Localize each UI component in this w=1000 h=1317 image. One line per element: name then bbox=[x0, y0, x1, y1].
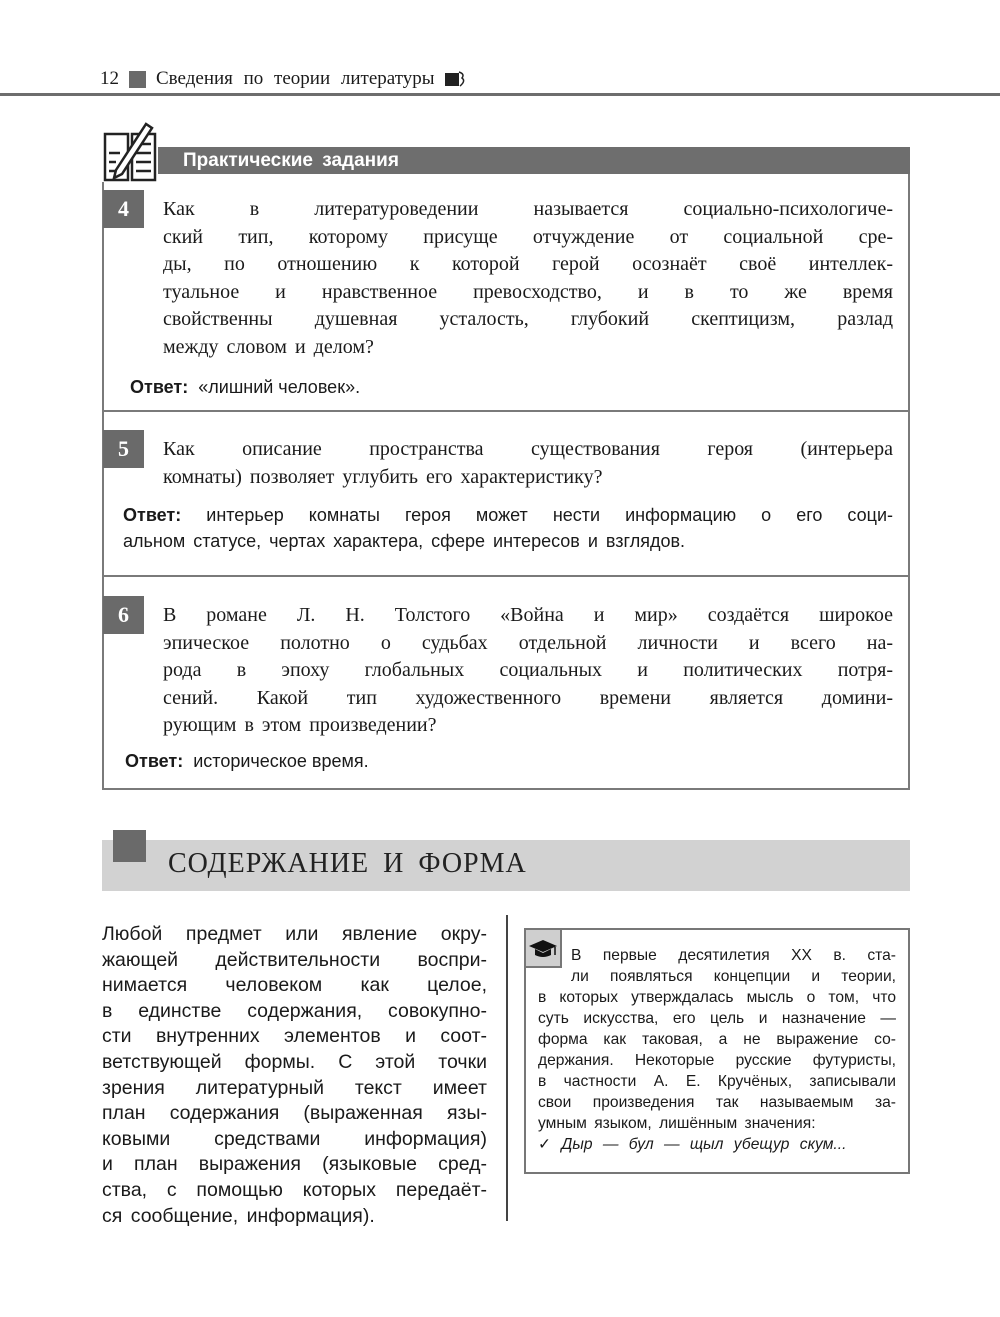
answer-label: Ответ: bbox=[125, 751, 184, 771]
task-question bbox=[163, 196, 893, 361]
note-example bbox=[538, 1134, 896, 1155]
task-question bbox=[163, 436, 893, 491]
header-rule bbox=[0, 93, 1000, 96]
note-line: держания. Некоторые русские футуристы, bbox=[538, 1052, 896, 1069]
note-line: ли появляться концепции и теории, bbox=[571, 968, 896, 985]
task-question bbox=[163, 602, 893, 740]
body-line: жающей действительности воспри- bbox=[102, 948, 487, 971]
note-line: в частности А. Е. Кручёных, записывали bbox=[538, 1073, 896, 1090]
body-line: в единстве содержания, совокупно- bbox=[102, 999, 487, 1022]
note-line: форма как таковая, а не выражение со- bbox=[538, 1031, 896, 1048]
practical-tasks-heading: Практические задания bbox=[155, 147, 910, 174]
question-line: рода в эпоху глобальных социальных и политических потря- bbox=[163, 659, 893, 681]
body-line: нимается человеком как целое, bbox=[102, 974, 487, 997]
header-square-icon bbox=[129, 71, 146, 88]
body-line: Любой предмет или явление окру- bbox=[102, 923, 487, 945]
question-line: ский тип, которому присуще отчуждение от социальной сре- bbox=[163, 225, 893, 248]
question-line: ды, по отношению к которой герой осознаёт своё интеллек- bbox=[163, 253, 893, 275]
answer-text: интерьер комнаты героя может нести информацию о его соци- bbox=[206, 505, 893, 525]
body-line: и план выражения (языковые сред- bbox=[102, 1153, 487, 1176]
question-line: рующим в этом произведении? bbox=[163, 714, 437, 736]
task-number: 4 bbox=[103, 190, 144, 228]
answer-line bbox=[123, 502, 893, 528]
body-line: зрения литературный текст имеет bbox=[102, 1076, 487, 1099]
running-header bbox=[100, 64, 467, 94]
question-line: Как описание пространства существования героя (интерьера bbox=[163, 438, 893, 460]
note-line: В первые десятилетия XX в. ста- bbox=[571, 947, 896, 964]
example-text: Дыр — бул — щыл убещур скум... bbox=[561, 1136, 847, 1153]
notebook-pen-icon bbox=[102, 120, 158, 182]
task-number: 6 bbox=[103, 596, 144, 634]
body-line: ся сообщение, информация). bbox=[102, 1204, 375, 1227]
page-number: 12 bbox=[100, 68, 119, 89]
body-paragraph bbox=[102, 922, 487, 1229]
book-bookmark-icon bbox=[445, 70, 467, 88]
note-line: в которых утверждалась мысль о том, что bbox=[538, 989, 896, 1006]
task-number: 5 bbox=[103, 430, 144, 468]
question-line: туальное и нравственное превосходство, и в то же время bbox=[163, 280, 893, 303]
body-line: ветствующей формы. С этой точки bbox=[102, 1050, 487, 1073]
body-line: ковыми средствами информация) bbox=[102, 1127, 487, 1150]
body-line: сти внутренних элементов и соот- bbox=[102, 1025, 487, 1048]
question-line: В романе Л. Н. Толстого «Война и мир» создаётся широкое bbox=[163, 604, 893, 626]
answer-text: «лишний человек». bbox=[198, 377, 361, 397]
note-line: умным языком, лишённым значения: bbox=[538, 1115, 816, 1132]
task-answer bbox=[125, 748, 369, 774]
question-line: комнаты) позволяет углубить его характеристику? bbox=[163, 465, 603, 488]
header-title: Сведения по теории литературы bbox=[156, 68, 435, 89]
answer-label: Ответ: bbox=[123, 505, 182, 525]
answer-line: альном статусе, чертах характера, сфере интересов и взглядов. bbox=[123, 531, 686, 551]
answer-label: Ответ: bbox=[130, 377, 189, 397]
section-title: СОДЕРЖАНИЕ И ФОРМА bbox=[168, 848, 527, 879]
task-divider bbox=[102, 575, 910, 577]
body-line: план содержания (выраженная язы- bbox=[102, 1102, 487, 1125]
column-divider bbox=[506, 915, 508, 1221]
note-line: свои произведения так называемым за- bbox=[538, 1094, 896, 1111]
question-line: эпическое полотно о судьбах отдельной личности и всего на- bbox=[163, 631, 893, 654]
question-line: сений. Какой тип художественного времени является домини- bbox=[163, 686, 893, 709]
task-answer bbox=[123, 502, 893, 554]
body-line: ства, с помощью которых передаёт- bbox=[102, 1178, 487, 1201]
checkmark-icon: ✓ bbox=[538, 1136, 552, 1153]
answer-text: историческое время. bbox=[193, 751, 369, 771]
question-line: Как в литературоведении называется социально-психологиче- bbox=[163, 198, 893, 220]
task-divider bbox=[102, 410, 910, 412]
info-note-text bbox=[538, 945, 896, 1155]
question-line: свойственны душевная усталость, глубокий скептицизм, разлад bbox=[163, 308, 893, 330]
note-line: суть искусства, его цель и назначение — bbox=[538, 1010, 896, 1027]
question-line: между словом и делом? bbox=[163, 335, 374, 358]
section-square-icon bbox=[113, 830, 146, 862]
task-answer bbox=[130, 374, 360, 400]
